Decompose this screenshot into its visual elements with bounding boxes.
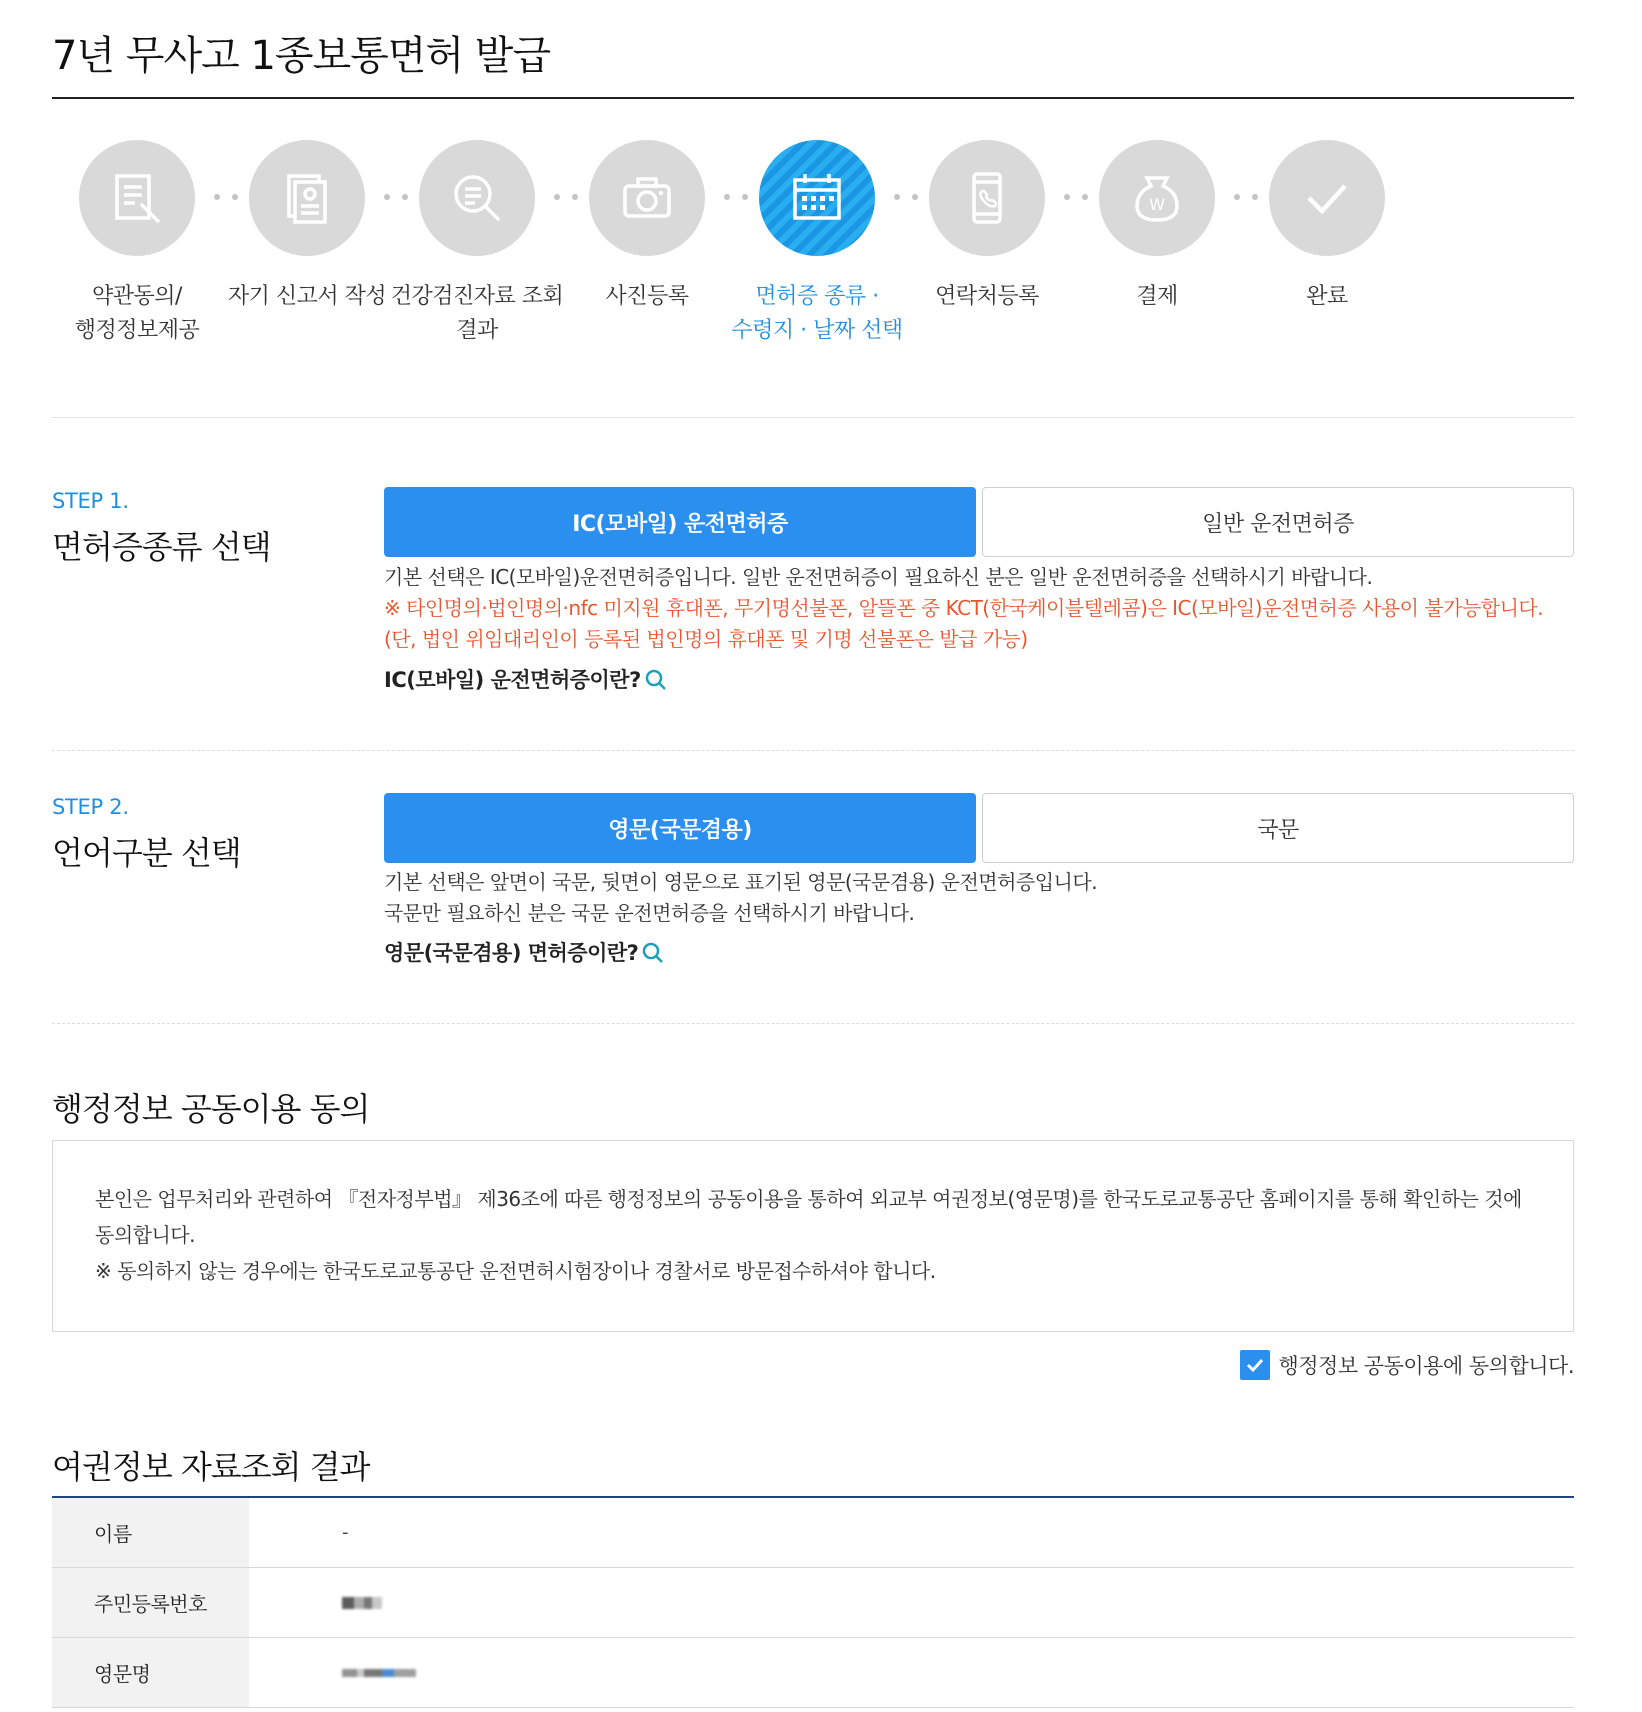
table-row <box>52 1638 1574 1708</box>
step-connector <box>1230 194 1270 202</box>
step-label: 연락처등록 <box>935 284 1039 309</box>
page-title: 7년 무사고 1종보통면허 발급 <box>52 33 551 79</box>
consent-notice: ※ 동의하지 않는 경우에는 한국도로교통공단 운전면허시험장이나 경찰서로 방문접수하셔야 합니다. <box>95 1259 936 1283</box>
search-icon <box>642 941 664 963</box>
table-row <box>52 1568 1574 1638</box>
consent-checkbox-label: 행정정보 공동이용에 동의합니다. <box>1278 1354 1574 1378</box>
row-value-resident-number <box>249 1568 1574 1637</box>
step-label: 사진등록 <box>605 284 689 309</box>
step2-number: STEP 2. <box>52 795 129 819</box>
search-document-icon <box>419 140 535 256</box>
ic-license-info-link[interactable]: IC(모바일) 운전면허증이란? <box>384 664 667 694</box>
progress-stepper <box>52 140 1574 370</box>
step-connector <box>1060 194 1100 202</box>
step1-warning-note: (단, 법인 위임대리인이 등록된 법인명의 휴대폰 및 기명 선불폰은 발급 가능) <box>384 627 1028 651</box>
consent-title: 행정정보 공동이용 동의 <box>52 1090 370 1128</box>
step-connector <box>210 194 250 202</box>
table-row <box>52 1498 1574 1568</box>
step-connector <box>720 194 760 202</box>
ic-mobile-license-option[interactable]: IC(모바일) 운전면허증 <box>384 487 976 557</box>
step-label: 완료 <box>1306 284 1348 309</box>
step2-description: 기본 선택은 앞면이 국문, 뒷면이 영문으로 표기된 영문(국문겸용) 운전면허증입니다. 국문만 필요하신 분은 국문 운전면허증을 선택하시기 바랍니다. <box>384 870 1098 925</box>
row-label-name: 이름 <box>52 1498 249 1567</box>
step-label: 건강검진자료 조회 결과 <box>390 284 564 343</box>
title-divider <box>52 97 1574 99</box>
redacted-value <box>342 1597 382 1609</box>
step-connector <box>890 194 930 202</box>
step1-description: 기본 선택은 IC(모바일)운전면허증입니다. 일반 운전면허증이 필요하신 분은 일반 운전면허증을 선택하시기 바랍니다. ※ 타인명의·법인명의·nfc 미지원 휴대폰, 무기명선불폰, 알뜰폰 중 KCT(한국케이블텔레콤)은 IC(모바일)운전면허증 사용이 불가능합니다. (단, 법인 위임대리인이 등록된 법인명의 휴대폰 및 기명 선불폰은 발급 가능) <box>384 562 1543 655</box>
section-divider <box>52 417 1574 418</box>
row-label-english-name: 영문명 <box>52 1638 249 1707</box>
section-divider <box>52 750 1574 751</box>
check-icon <box>1269 140 1385 256</box>
phone-icon <box>929 140 1045 256</box>
passport-title: 여권정보 자료조회 결과 <box>52 1448 370 1486</box>
korean-only-option[interactable]: 국문 <box>982 793 1574 863</box>
search-icon <box>645 668 667 690</box>
checkmark-icon <box>1244 1354 1266 1376</box>
consent-text-box <box>52 1140 1574 1332</box>
step1-heading: 면허증종류 선택 <box>52 528 271 566</box>
document-edit-icon <box>79 140 195 256</box>
won-bag-icon <box>1099 140 1215 256</box>
step1-number: STEP 1. <box>52 489 129 513</box>
row-label-resident-number: 주민등록번호 <box>52 1568 249 1637</box>
consent-text: 본인은 업무처리와 관련하여 『전자정부법』 제36조에 따른 행정정보의 공동이용을 통하여 외교부 여권정보(영문명)를 한국도로교통공단 홈페이지를 통해 확인하는 것에 동의합니다. <box>95 1187 1522 1247</box>
step1-warning: ※ 타인명의·법인명의·nfc 미지원 휴대폰, 무기명선불폰, 알뜰폰 중 KCT(한국케이블텔레콤)은 IC(모바일)운전면허증 사용이 불가능합니다. <box>384 596 1544 620</box>
step-label: 자기 신고서 작성 <box>227 284 387 309</box>
consent-checkbox-row[interactable] <box>1240 1350 1574 1380</box>
calendar-icon <box>759 140 875 256</box>
step-connector <box>380 194 420 202</box>
step-label-active: 면허증 종류 · 수령지 · 날짜 선택 <box>731 284 903 343</box>
regular-license-option[interactable]: 일반 운전면허증 <box>982 487 1574 557</box>
redacted-value <box>342 1669 416 1677</box>
section-divider <box>52 1023 1574 1024</box>
row-value-english-name <box>249 1638 1574 1707</box>
camera-icon <box>589 140 705 256</box>
svg-text:W: W <box>1149 195 1165 214</box>
english-korean-option[interactable]: 영문(국문겸용) <box>384 793 976 863</box>
self-report-icon <box>249 140 365 256</box>
step-label: 약관동의/ 행정정보제공 <box>74 284 200 343</box>
row-value-name: - <box>342 1522 349 1543</box>
step-label: 결제 <box>1136 284 1178 309</box>
step-connector <box>550 194 590 202</box>
consent-checkbox[interactable] <box>1240 1350 1270 1380</box>
passport-table <box>52 1496 1574 1708</box>
step2-heading: 언어구분 선택 <box>52 834 241 872</box>
english-license-info-link[interactable]: 영문(국문겸용) 면허증이란? <box>384 937 664 967</box>
